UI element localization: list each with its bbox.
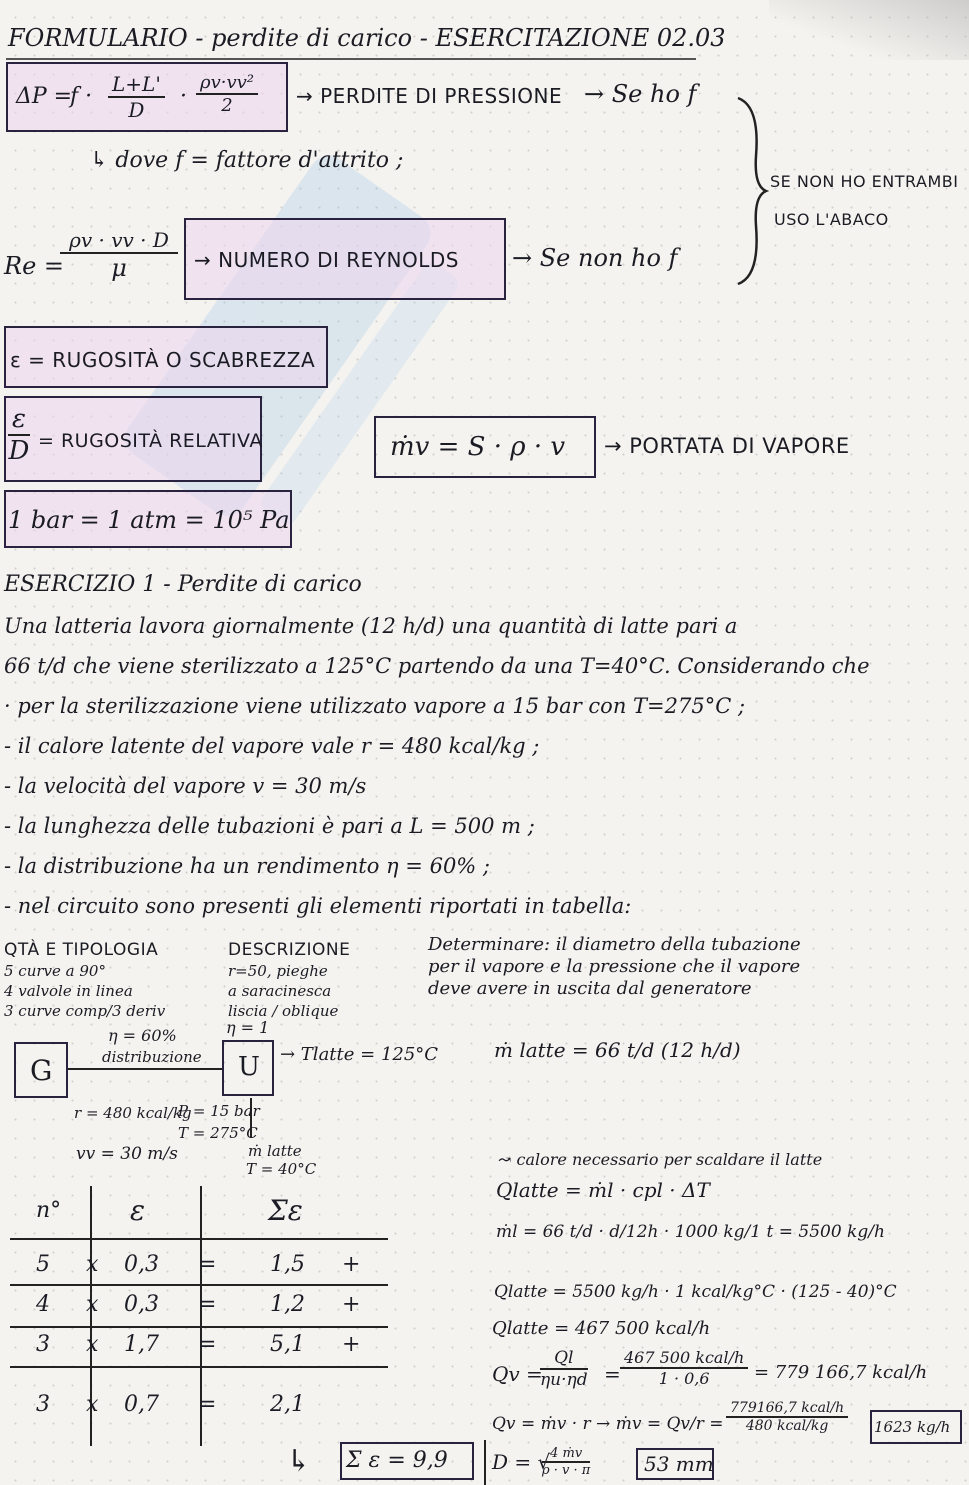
calc-qv-den: ηu·ηd bbox=[540, 1370, 588, 1390]
calc-qv-num: Ql bbox=[540, 1348, 588, 1370]
d-result-box bbox=[636, 1448, 714, 1480]
desc-line: liscia / oblique bbox=[228, 1002, 339, 1020]
epsd-den: D bbox=[8, 436, 30, 466]
calc-qv-result: = 779 166,7 kcal/h bbox=[754, 1362, 928, 1383]
table-cell-sum: 1,2 bbox=[270, 1292, 305, 1317]
exercise-text bbox=[4, 614, 964, 934]
re-fraction bbox=[60, 228, 178, 282]
eps-label: ε = RUGOSITÀ O SCABREZZA bbox=[10, 348, 316, 372]
calc-qv-den2: 1 · 0,6 bbox=[658, 1369, 710, 1388]
re-right: → Se non ho f bbox=[512, 244, 678, 272]
eta-distribution: η = 60% bbox=[108, 1026, 177, 1045]
distribution-label: distribuzione bbox=[102, 1048, 202, 1066]
exercise-line: 66 t/d che viene sterilizzato a 125°C partendo da una T=40°C. Considerando che bbox=[4, 654, 870, 678]
table-cell-eps: 0,3 bbox=[124, 1252, 159, 1277]
dp-fraction-1 bbox=[108, 72, 165, 122]
m-latte: ṁ latte = 66 t/d (12 h/d) bbox=[494, 1038, 741, 1062]
table-cell-plus: + bbox=[342, 1292, 361, 1317]
calc-mv-line: Qv = ṁv · r → ṁv = Qv/r = bbox=[492, 1414, 724, 1434]
dp-where: ↳ dove f = fattore d'attrito ; bbox=[90, 148, 404, 173]
table-cell-times: x bbox=[86, 1292, 99, 1317]
title-underline bbox=[6, 58, 696, 60]
table-hline bbox=[10, 1284, 388, 1286]
exercise-line: - la velocità del vapore v = 30 m/s bbox=[4, 774, 367, 798]
calc-separator bbox=[484, 1440, 486, 1485]
table-cell-sum: 2,1 bbox=[270, 1392, 305, 1417]
calc-mv-fraction bbox=[726, 1400, 848, 1434]
pressure-loss-formula-box bbox=[6, 62, 288, 132]
dp-num1: L+L' bbox=[108, 72, 165, 98]
epsd-num: ε bbox=[8, 404, 30, 436]
epsd-fraction bbox=[8, 404, 30, 466]
table-cell-times: x bbox=[86, 1392, 99, 1417]
exercise-line: - la lunghezza delle tubazioni è pari a L = 500 m ; bbox=[4, 814, 535, 838]
pressure-label: P = 15 bar bbox=[178, 1102, 260, 1120]
re-den: μ bbox=[111, 254, 127, 282]
exercise-title: ESERCIZIO 1 - Perdite di carico bbox=[4, 572, 362, 597]
table-cell-equals: = bbox=[198, 1332, 217, 1357]
roughness-box bbox=[4, 326, 328, 388]
bar-formula: 1 bar = 1 atm = 10⁵ Pa bbox=[8, 506, 290, 534]
re-label: → NUMERO DI REYNOLDS bbox=[194, 248, 459, 272]
desc-line: a saracinesca bbox=[228, 982, 332, 1000]
brace-note-2: USO L'ABACO bbox=[774, 210, 889, 229]
table-cell-sum: 5,1 bbox=[270, 1332, 305, 1357]
table-header-sum: Σε bbox=[268, 1194, 303, 1227]
dp-f: f · bbox=[70, 84, 93, 109]
epsd-label: = RUGOSITÀ RELATIVA bbox=[38, 430, 263, 452]
table-cell-n: 3 bbox=[36, 1392, 50, 1417]
dp-den2: 2 bbox=[221, 95, 233, 116]
determine-line: deve avere in uscita dal generatore bbox=[428, 978, 752, 999]
table-cell-plus: + bbox=[342, 1252, 361, 1277]
calc-qv-eq: = bbox=[604, 1362, 621, 1386]
steam-flow-box bbox=[374, 416, 596, 478]
eta-user: η = 1 bbox=[226, 1018, 270, 1037]
calc-note: ↝ calore necessario per scaldare il latte bbox=[498, 1150, 823, 1169]
bar-box bbox=[4, 490, 292, 548]
dp-dot: · bbox=[180, 84, 187, 109]
dp-label: → PERDITE DI PRESSIONE bbox=[296, 84, 563, 108]
calc-d-lhs: D = √ bbox=[492, 1450, 551, 1474]
total-box bbox=[340, 1442, 474, 1480]
latent-heat-label: r = 480 kcal/kg bbox=[74, 1104, 192, 1122]
calc-q-latte-3: Qlatte = 467 500 kcal/h bbox=[492, 1318, 711, 1339]
calc-qv-fraction bbox=[540, 1348, 588, 1390]
table-header-eps: ε bbox=[130, 1194, 146, 1227]
table-hline bbox=[10, 1366, 388, 1368]
table-cell-sum: 1,5 bbox=[270, 1252, 305, 1277]
col-desc-header: DESCRIZIONE bbox=[228, 940, 351, 960]
calc-d-den: ρ · v · π bbox=[542, 1463, 591, 1478]
calc-mv-num: 779166,7 kcal/h bbox=[726, 1400, 848, 1418]
brace-note-1: SE NON HO ENTRAMBI bbox=[770, 172, 959, 191]
qta-line: 5 curve a 90° bbox=[4, 962, 106, 980]
calc-qv-num2: 467 500 kcal/h bbox=[620, 1348, 748, 1369]
generator-label: G bbox=[30, 1054, 53, 1087]
m-latte-input: ṁ latte bbox=[248, 1142, 302, 1160]
table-cell-equals: = bbox=[198, 1292, 217, 1317]
photo-shadow bbox=[769, 0, 969, 60]
determine-line: Determinare: il diametro della tubazione bbox=[428, 934, 801, 955]
table-cell-times: x bbox=[86, 1252, 99, 1277]
page-title: FORMULARIO - perdite di carico - ESERCITAZIONE 02.03 bbox=[8, 24, 726, 52]
table-cell-times: x bbox=[86, 1332, 99, 1357]
table-cell-eps: 1,7 bbox=[124, 1332, 159, 1357]
calc-q-latte: Qlatte = ṁl · cpl · ΔT bbox=[496, 1178, 710, 1202]
determine-line: per il vapore e la pressione che il vapore bbox=[428, 956, 801, 977]
exercise-line: - il calore latente del vapore vale r = 480 kcal/kg ; bbox=[4, 734, 540, 758]
table-cell-n: 4 bbox=[36, 1292, 50, 1317]
dp-lhs: ΔP = bbox=[16, 84, 73, 109]
mv-formula: ṁv = S · ρ · v bbox=[390, 432, 566, 462]
table-cell-eps: 0,7 bbox=[124, 1392, 159, 1417]
table-cell-equals: = bbox=[198, 1392, 217, 1417]
exercise-line: · per la sterilizzazione viene utilizzato vapore a 15 bar con T=275°C ; bbox=[4, 694, 746, 718]
mv-result-box bbox=[870, 1410, 962, 1444]
calc-ml: ṁl = 66 t/d · d/12h · 1000 kg/1 t = 5500 kg/h bbox=[496, 1222, 885, 1242]
generator-box bbox=[14, 1042, 68, 1098]
t-latte-input: T = 40°C bbox=[246, 1160, 317, 1178]
table-cell-equals: = bbox=[198, 1252, 217, 1277]
qta-line: 3 curve comp/3 deriv bbox=[4, 1002, 166, 1020]
dp-den1: D bbox=[128, 98, 145, 122]
table-hline bbox=[10, 1326, 388, 1328]
total-value: Σ ε = 9,9 bbox=[346, 1448, 448, 1473]
table-cell-n: 3 bbox=[36, 1332, 50, 1357]
dp-num2: ρv·vv² bbox=[196, 72, 258, 95]
calc-qv-fraction-2 bbox=[620, 1348, 748, 1388]
total-arrow: ↳ bbox=[286, 1444, 312, 1479]
user-box bbox=[222, 1040, 274, 1096]
re-lhs: Re = bbox=[4, 252, 65, 280]
velocity-label: vv = 30 m/s bbox=[76, 1144, 178, 1164]
table-hline bbox=[10, 1238, 388, 1240]
calc-q-latte-2: Qlatte = 5500 kg/h · 1 kcal/kg°C · (125 - 40)°C bbox=[494, 1282, 897, 1302]
table-cell-eps: 0,3 bbox=[124, 1292, 159, 1317]
relative-roughness-box bbox=[4, 396, 262, 482]
mv-label: → PORTATA DI VAPORE bbox=[604, 434, 850, 458]
calc-mv-result: 1623 kg/h bbox=[874, 1418, 951, 1436]
exercise-line: - la distribuzione ha un rendimento η = 60% ; bbox=[4, 854, 491, 878]
desc-line: r=50, pieghe bbox=[228, 962, 328, 980]
distribution-line bbox=[68, 1068, 222, 1070]
re-num: ρv · vv · D bbox=[60, 228, 178, 254]
dp-right: → Se ho f bbox=[584, 80, 697, 108]
table-cell-plus: + bbox=[342, 1332, 361, 1357]
calc-mv-den: 480 kcal/kg bbox=[745, 1418, 829, 1434]
table-header-n: n° bbox=[36, 1198, 62, 1223]
reynolds-box bbox=[184, 218, 506, 300]
temp-label: T = 275°C bbox=[178, 1124, 258, 1142]
curly-brace bbox=[730, 96, 770, 286]
col-qta-header: QTÀ E TIPOLOGIA bbox=[4, 940, 159, 960]
exercise-line: Una latteria lavora giornalmente (12 h/d) una quantità di latte pari a bbox=[4, 614, 738, 638]
calc-d-fraction bbox=[542, 1446, 590, 1478]
qta-line: 4 valvole in linea bbox=[4, 982, 133, 1000]
dp-fraction-2 bbox=[196, 72, 258, 116]
exercise-line: - nel circuito sono presenti gli elementi riportati in tabella: bbox=[4, 894, 632, 918]
t-latte: → Tlatte = 125°C bbox=[280, 1044, 439, 1065]
calc-d-num: 4 ṁv bbox=[542, 1446, 590, 1463]
user-label: U bbox=[238, 1052, 260, 1082]
calc-d-result: 53 mm bbox=[644, 1452, 714, 1476]
table-cell-n: 5 bbox=[36, 1252, 50, 1277]
calc-qv-lhs: Qv = bbox=[492, 1362, 543, 1386]
